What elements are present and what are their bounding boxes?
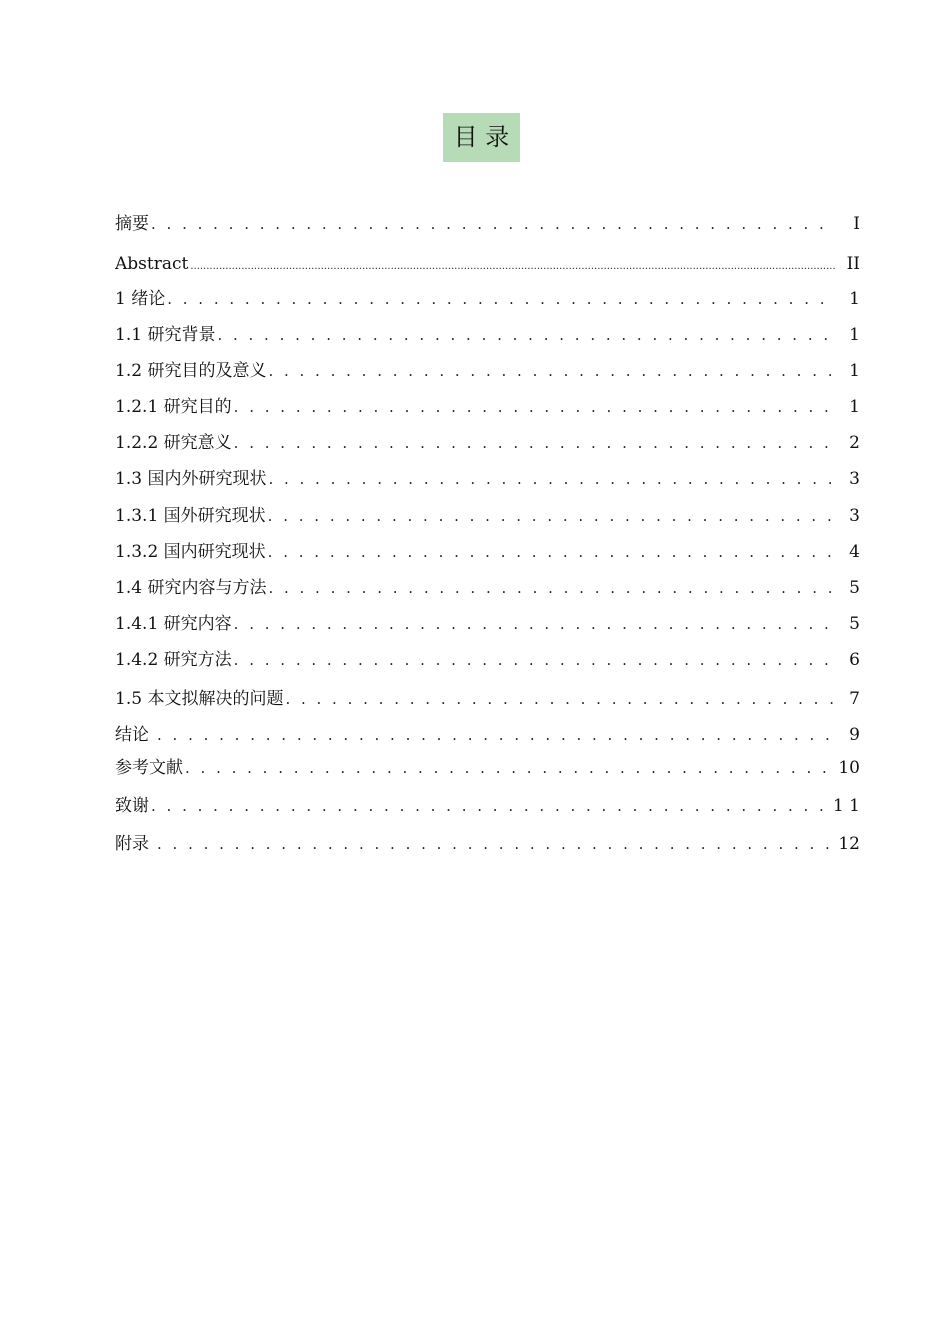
toc-entry-page: 5 xyxy=(849,614,860,634)
toc-leader-dots xyxy=(151,793,831,819)
toc-entry-page: 2 xyxy=(849,433,860,453)
toc-entry-abstract-en[interactable] xyxy=(115,251,860,277)
toc-entry-1-2-2[interactable] xyxy=(115,430,860,456)
toc-entry-1-3-2[interactable] xyxy=(115,539,860,565)
toc-leader-dots xyxy=(234,647,836,673)
toc-leader-dots xyxy=(268,575,836,601)
toc-entry-1-4-2[interactable] xyxy=(115,647,860,673)
toc-entry-abstract-cn[interactable] xyxy=(115,211,860,237)
toc-entry-1-3[interactable] xyxy=(115,466,860,492)
toc-entry-label: Abstract xyxy=(115,254,189,274)
toc-entry-label: 致谢 xyxy=(115,796,149,816)
toc-entry-label: 结论 xyxy=(115,725,149,745)
toc-entry-page: I xyxy=(853,214,860,234)
toc-entry-page: 12 xyxy=(838,834,860,854)
toc-leader-dots xyxy=(268,503,836,529)
toc-entry-label: 1.5 本文拟解决的问题 xyxy=(115,689,284,709)
toc-entry-label: 1.2.2 研究意义 xyxy=(115,433,232,453)
toc-entry-label: 参考文献 xyxy=(115,758,183,778)
toc-entry-page: 7 xyxy=(849,689,860,709)
toc-entry-page: 3 xyxy=(849,469,860,489)
toc-entry-label: 1.1 研究背景 xyxy=(115,325,216,345)
toc-entry-1-2-1[interactable] xyxy=(115,394,860,420)
toc-leader-dots xyxy=(268,358,836,384)
toc-entry-label: 1.3 国内外研究现状 xyxy=(115,469,267,489)
toc-entry-page: 1 xyxy=(849,289,860,309)
toc-entry-1-3-1[interactable] xyxy=(115,503,860,529)
toc-entry-label: 1.4.1 研究内容 xyxy=(115,614,232,634)
toc-leader-dots xyxy=(234,430,836,456)
toc-entry-label: 1.2.1 研究目的 xyxy=(115,397,232,417)
toc-entry-1-4[interactable] xyxy=(115,575,860,601)
toc-entry-conclusion[interactable] xyxy=(115,722,860,748)
toc-leader-dots xyxy=(217,322,836,348)
toc-entry-page: 5 xyxy=(849,578,860,598)
page-title: 目 录 xyxy=(443,113,520,162)
toc-leader-dots xyxy=(234,611,836,637)
toc-entry-page: 3 xyxy=(849,506,860,526)
toc-entry-label: 1.2 研究目的及意义 xyxy=(115,361,267,381)
toc-entry-label: 1.3.1 国外研究现状 xyxy=(115,506,266,526)
toc-entry-label: 摘要 xyxy=(115,214,149,234)
toc-entry-page: 9 xyxy=(849,725,860,745)
toc-entry-label: 1 绪论 xyxy=(115,289,166,309)
toc-entry-page: 1 xyxy=(849,397,860,417)
toc-entry-page: II xyxy=(846,254,860,274)
toc-leader-dots xyxy=(285,686,836,712)
toc-entry-1[interactable] xyxy=(115,286,860,312)
toc-leader-dots xyxy=(234,394,836,420)
toc-entry-1-1[interactable] xyxy=(115,322,860,348)
toc-entry-label: 1.4.2 研究方法 xyxy=(115,650,232,670)
toc-entry-page: 10 xyxy=(838,758,860,778)
toc-leader-dots xyxy=(268,539,836,565)
toc-leader-dots xyxy=(268,466,836,492)
toc-entry-1-2[interactable] xyxy=(115,358,860,384)
toc-entry-page: 6 xyxy=(849,650,860,670)
toc-leader-dots xyxy=(185,755,836,781)
toc-leader-dots xyxy=(190,254,836,277)
toc-leader-dots xyxy=(151,211,836,237)
toc-entry-appendix[interactable] xyxy=(115,831,860,857)
toc-leader-dots xyxy=(167,286,836,312)
toc-entry-page: 1 1 xyxy=(832,796,860,816)
toc-entry-label: 附录 xyxy=(115,834,149,854)
toc-leader-dots xyxy=(157,722,836,748)
toc-entry-page: 1 xyxy=(849,361,860,381)
toc-leader-dots xyxy=(157,831,836,857)
toc-entry-page: 1 xyxy=(849,325,860,345)
toc-entry-label: 1.4 研究内容与方法 xyxy=(115,578,267,598)
toc-entry-page: 4 xyxy=(849,542,860,562)
toc-entry-acknowledgements[interactable] xyxy=(115,793,860,819)
toc-entry-references[interactable] xyxy=(115,755,860,781)
toc-entry-1-5[interactable] xyxy=(115,686,860,712)
toc-entry-label: 1.3.2 国内研究现状 xyxy=(115,542,266,562)
toc-entry-1-4-1[interactable] xyxy=(115,611,860,637)
